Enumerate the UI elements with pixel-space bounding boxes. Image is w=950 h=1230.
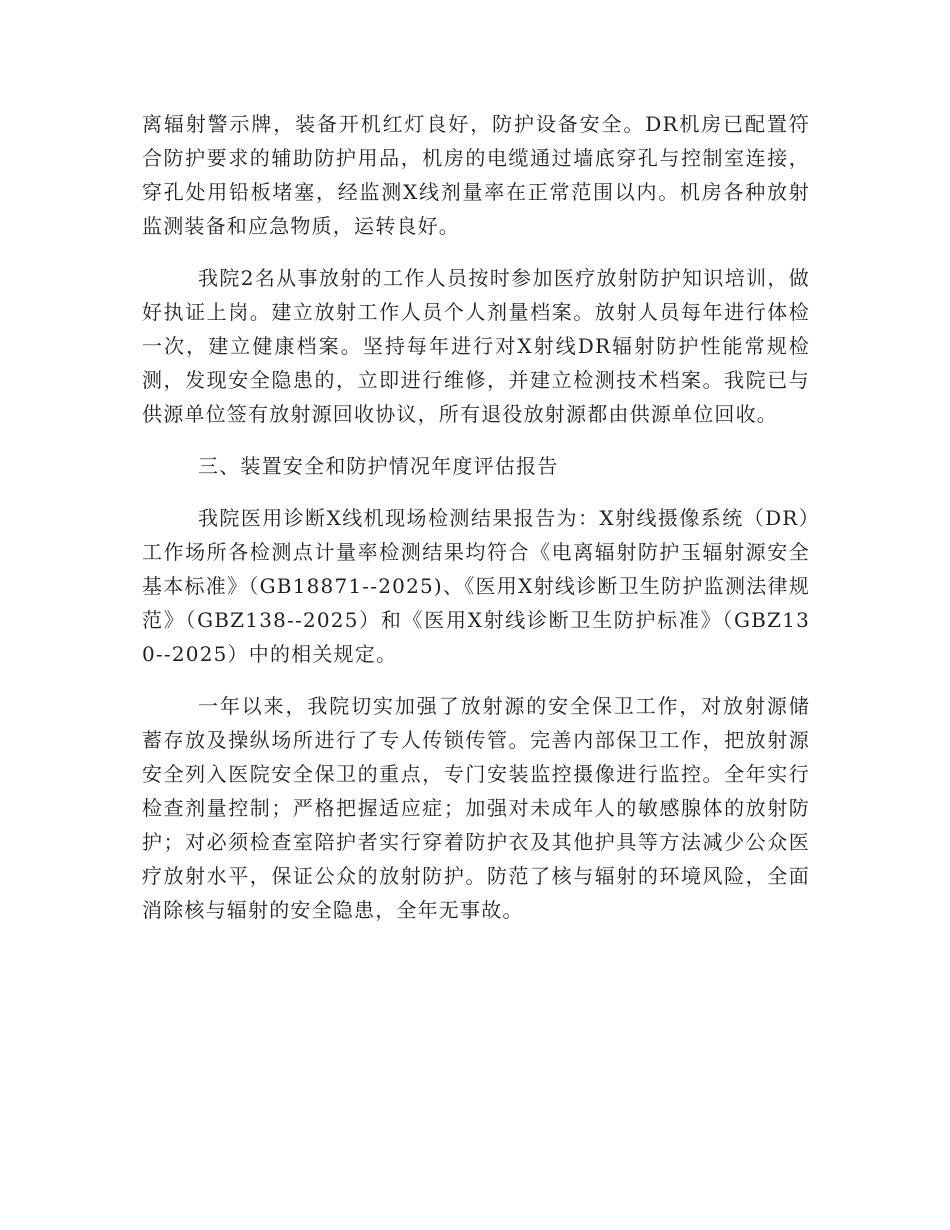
- paragraph-security-measures: 一年以来，我院切实加强了放射源的安全保卫工作，对放射源储蓄存放及操纵场所进行了专人传锁传管。完善内部保卫工作，把放射源安全列入医院安全保卫的重点，专门安装监控摄像进行监控。全年实行检查剂量控制；严格把握适应症；加强对未成年人的敏感腺体的放射防护；对必须检查室陪护者实行穿着防护衣及其他护具等方法减少公众医疗放射水平，保证公众的放射防护。防范了核与辐射的环境风险，全面消除核与辐射的安全隐患，全年无事故。: [142, 694, 810, 922]
- paragraph-inspection-results: 我院医用诊断X线机现场检测结果报告为：X射线摄像系统（DR）工作场所各检测点计量率检测结果均符合《电离辐射防护玉辐射源安全基本标准》（GB18871--2025)、《医用X射线诊断卫生防护监测法律规范》（GBZ138--2025）和《医用X射线诊断卫生防护标准》（GBZ130--2025）中的相关规定。: [142, 506, 810, 666]
- document-body: [142, 107, 810, 927]
- section-heading-annual-assessment: 三、装置安全和防护情况年度评估报告: [198, 454, 559, 478]
- paragraph-staff-training: 我院2名从事放射的工作人员按时参加医疗放射防护知识培训，做好执证上岗。建立放射工作人员个人剂量档案。放射人员每年进行体检一次，建立健康档案。坚持每年进行对X射线DR辐射防护性能常规检测，发现安全隐患的，立即进行维修，并建立检测技术档案。我院已与供源单位签有放射源回收协议，所有退役放射源都由供源单位回收。: [142, 266, 810, 426]
- paragraph-radiation-facility: 离辐射警示牌，装备开机红灯良好，防护设备安全。DR机房已配置符合防护要求的辅助防护用品，机房的电缆通过墙底穿孔与控制室连接，穿孔处用铅板堵塞，经监测X线剂量率在正常范围以内。机房各种放射监测装备和应急物质，运转良好。: [142, 112, 810, 238]
